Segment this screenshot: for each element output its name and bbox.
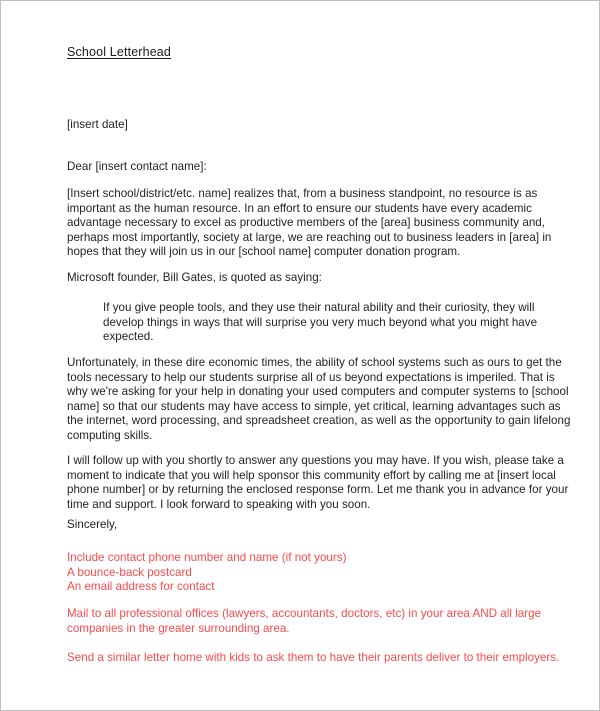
bill-gates-quote: If you give people tools, and they use their natural ability and their curiosity, they will develop things in ways that will surprise you very much beyond what you might have expected. [103, 301, 538, 344]
note-student-delivery: Send a similar letter home with kids to ask them to have their parents deliver to their employers. [67, 651, 560, 664]
note-distribution: Mail to all professional offices (lawyers, accountants, doctors, etc) in your area AND all large companies in the greater surrounding area. [67, 607, 542, 635]
date-placeholder: [insert date] [67, 118, 128, 131]
letterhead-heading [67, 45, 171, 59]
notes-checklist [67, 551, 575, 595]
paragraph-donation-request: Unfortunately, in these dire economic times, the ability of school systems such as ours to get the tools necessary to help our students surprise all of us beyond expectations is imperiled. That is why we're asking for your help in donating your used computers and computer systems to [school name] so that our students may have access to simple, yet critical, learning advantages such as the internet, word processing, and spreadsheet creation, as well as the opportunity to gain lifelong computing skills. [67, 356, 571, 442]
letterhead-text: School Letterhead [67, 45, 172, 59]
quote-lead-in: Microsoft founder, Bill Gates, is quoted as saying: [67, 271, 322, 284]
salutation-line: Dear [insert contact name]: [67, 160, 207, 173]
paragraph-introduction: [Insert school/district/etc. name] realizes that, from a business standpoint, no resource is as important as the human resource. In an effort to ensure our students have every academic advantage necessary to excel as productive members of the [area] business community and, perhaps most importantly, society at large, we are reaching out to business leaders in [area] in hopes that they will join us in our [school name] computer donation program. [67, 187, 552, 259]
note-checklist-item: A bounce-back postcard [67, 565, 192, 579]
closing-line: Sincerely, [67, 518, 118, 531]
note-checklist-item: Include contact phone number and name (if not yours) [67, 551, 347, 564]
note-checklist-item: An email address for contact [67, 580, 215, 594]
paragraph-follow-up: I will follow up with you shortly to answer any questions you may have. If you wish, please take a moment to indicate that you will help sponsor this community effort by calling me at [insert local phone number] or by returning the enclosed response form. Let me thank you in advance for your time and support. I look forward to speaking with you soon. [67, 454, 569, 511]
